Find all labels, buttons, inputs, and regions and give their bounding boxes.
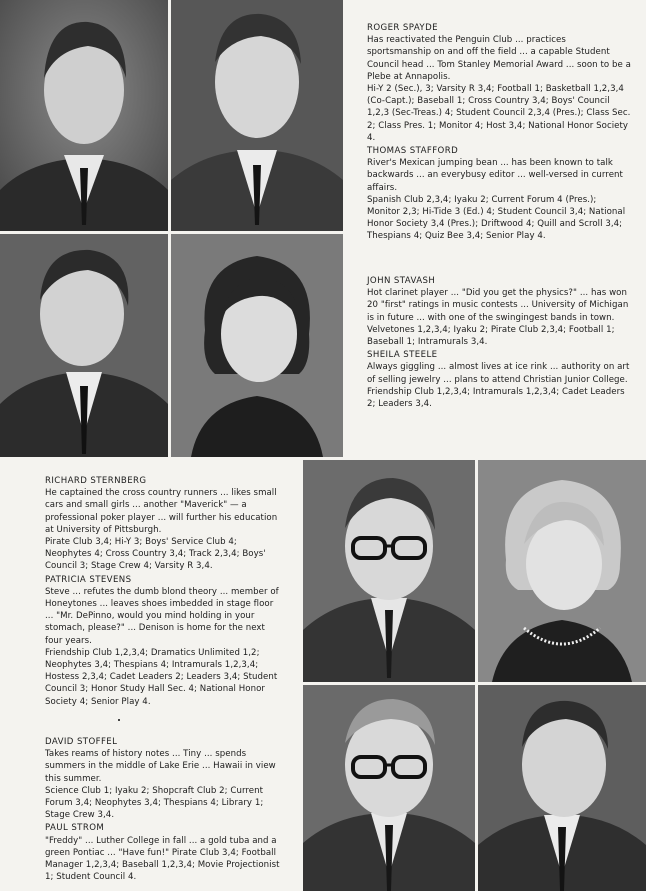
student-bio: Takes reams of history notes ... Tiny ... spends summers in the middle of Lake Erie ... Hawaii in view this summer.: [45, 749, 276, 784]
student-bio: Always giggling ... almost lives at ice rink ... authority on art of selling jewelry ... plans to attend Christian Junior College.: [367, 362, 630, 385]
entry-patricia-stevens: [45, 574, 282, 708]
student-bio: River's Mexican jumping bean ... has been known to talk backwards ... an everybusy editor ... well-versed in current affairs.: [367, 158, 623, 193]
bio-column-top: [367, 21, 631, 243]
entry-paul-strom: [45, 822, 282, 883]
student-activities: Spanish Club 2,3,4; Iyaku 2; Current Forum 4 (Pres.); Monitor 2,3; Hi-Tide 3 (Ed.) 4; Student Council 3,4; National Honor Society 3,4 (Pres.); Driftwood 4; Quill and Scroll 3,4; Thespians 4; Quiz Bee 3,4; Senior Play 4.: [367, 194, 626, 242]
student-activities: Pirate Club 3,4; Hi-Y 3; Boys' Service Club 4; Neophytes 4; Cross Country 3,4; Track 2,3,4; Boys' Council 3; Stage Crew 4; Varsity R 3,4.: [45, 537, 266, 572]
student-name: RICHARD STERNBERG: [45, 476, 147, 486]
portrait-roger-spayde: [0, 0, 168, 231]
student-name: PATRICIA STEVENS: [45, 574, 132, 585]
portrait-thomas-stafford: [171, 0, 343, 231]
student-name: SHEILA STEELE: [367, 350, 438, 361]
stray-mark: [118, 719, 120, 721]
student-activities: Friendship Club 1,2,3,4; Intramurals 1,2,3,4; Cadet Leaders 2; Leaders 3,4.: [367, 386, 625, 410]
portrait-patricia-stevens: [478, 460, 646, 682]
student-bio: He captained the cross country runners ... likes small cars and small girls ... another "Maverick" — a professional poker player ... will further his education at University of Pittsburgh.: [45, 488, 278, 535]
entry-john-stavash: [367, 275, 631, 348]
bio-column-bottom-lower: [45, 735, 282, 883]
student-bio: "Freddy" ... Luther College in fall ... a gold tuba and a green Pontiac ... "Have fun!" Pirate Club 3,4; Football Manager 1,2,3,4; Baseball 1,2,3,4; Movie Projectionist 1; Student Council 4.: [45, 835, 280, 883]
student-name: ROGER SPAYDE: [367, 23, 438, 33]
student-activities: Science Club 1; Iyaku 2; Shopcraft Club 2; Current Forum 3,4; Neophytes 3,4; Thespians 4; Library 1; Stage Crew 3,4.: [45, 785, 264, 821]
student-activities: Friendship Club 1,2,3,4; Dramatics Unlimited 1,2; Neophytes 3,4; Thespians 4; Intramurals 1,2,3,4; Hostess 2,3,4; Cadet Leaders 2; Leaders 3,4; Student Council 3; Honor Study Hall Sec. 4; National Honor Society 4; Senior Play 4.: [45, 647, 278, 707]
portrait-richard-sternberg: [303, 460, 475, 682]
portrait-paul-strom: [478, 685, 646, 891]
entry-david-stoffel: [45, 736, 282, 821]
entry-sheila-steele: [367, 349, 631, 410]
bio-column-middle: [367, 274, 631, 410]
entry-thomas-stafford: [367, 145, 631, 243]
bio-column-bottom-upper: [45, 474, 282, 708]
student-name: THOMAS STAFFORD: [367, 146, 459, 157]
student-bio: Hot clarinet player ... "Did you get the physics?" ... has won 20 "first" ratings in music contests ... University of Michigan is in future ... with one of the swingingest bands in town.: [367, 288, 629, 323]
student-name: DAVID STOFFEL: [45, 737, 118, 747]
entry-roger-spayde: [367, 22, 631, 144]
student-bio: Has reactivated the Penguin Club ... practices sportsmanship on and off the field ... a capable Student Council head ... Tom Stanley Memorial Award ... soon to be a Plebe at Annapolis.: [367, 35, 631, 82]
portrait-sheila-steele: [171, 234, 343, 457]
student-activities: Velvetones 1,2,3,4; Iyaku 2; Pirate Club 2,3,4; Football 1; Baseball 1; Intramurals 3,4.: [367, 324, 615, 348]
portrait-john-stavash: [0, 234, 168, 457]
student-name: PAUL STROM: [45, 823, 105, 834]
student-bio: Steve ... refutes the dumb blond theory ... member of Honeytones ... leaves shoes imbedded in stage floor ... "Mr. DePinno, would you mind holding in your stomach, please?" ... Denison is home for the next four years.: [45, 586, 279, 646]
portrait-david-stoffel: [303, 685, 475, 891]
student-name: JOHN STAVASH: [367, 276, 436, 286]
entry-richard-sternberg: [45, 475, 282, 573]
student-activities: Hi-Y 2 (Sec.), 3; Varsity R 3,4; Football 1; Basketball 1,2,3,4 (Co-Capt.); Baseball 1; Cross Country 3,4; Boys' Council 1,2,3 (Sec-Treas.) 4; Student Council 2,3,4 (Pres.); Class Sec. 2; Class Pres. 1; Monitor 4; Host 3,4; National Honor Society 4.: [367, 84, 631, 143]
